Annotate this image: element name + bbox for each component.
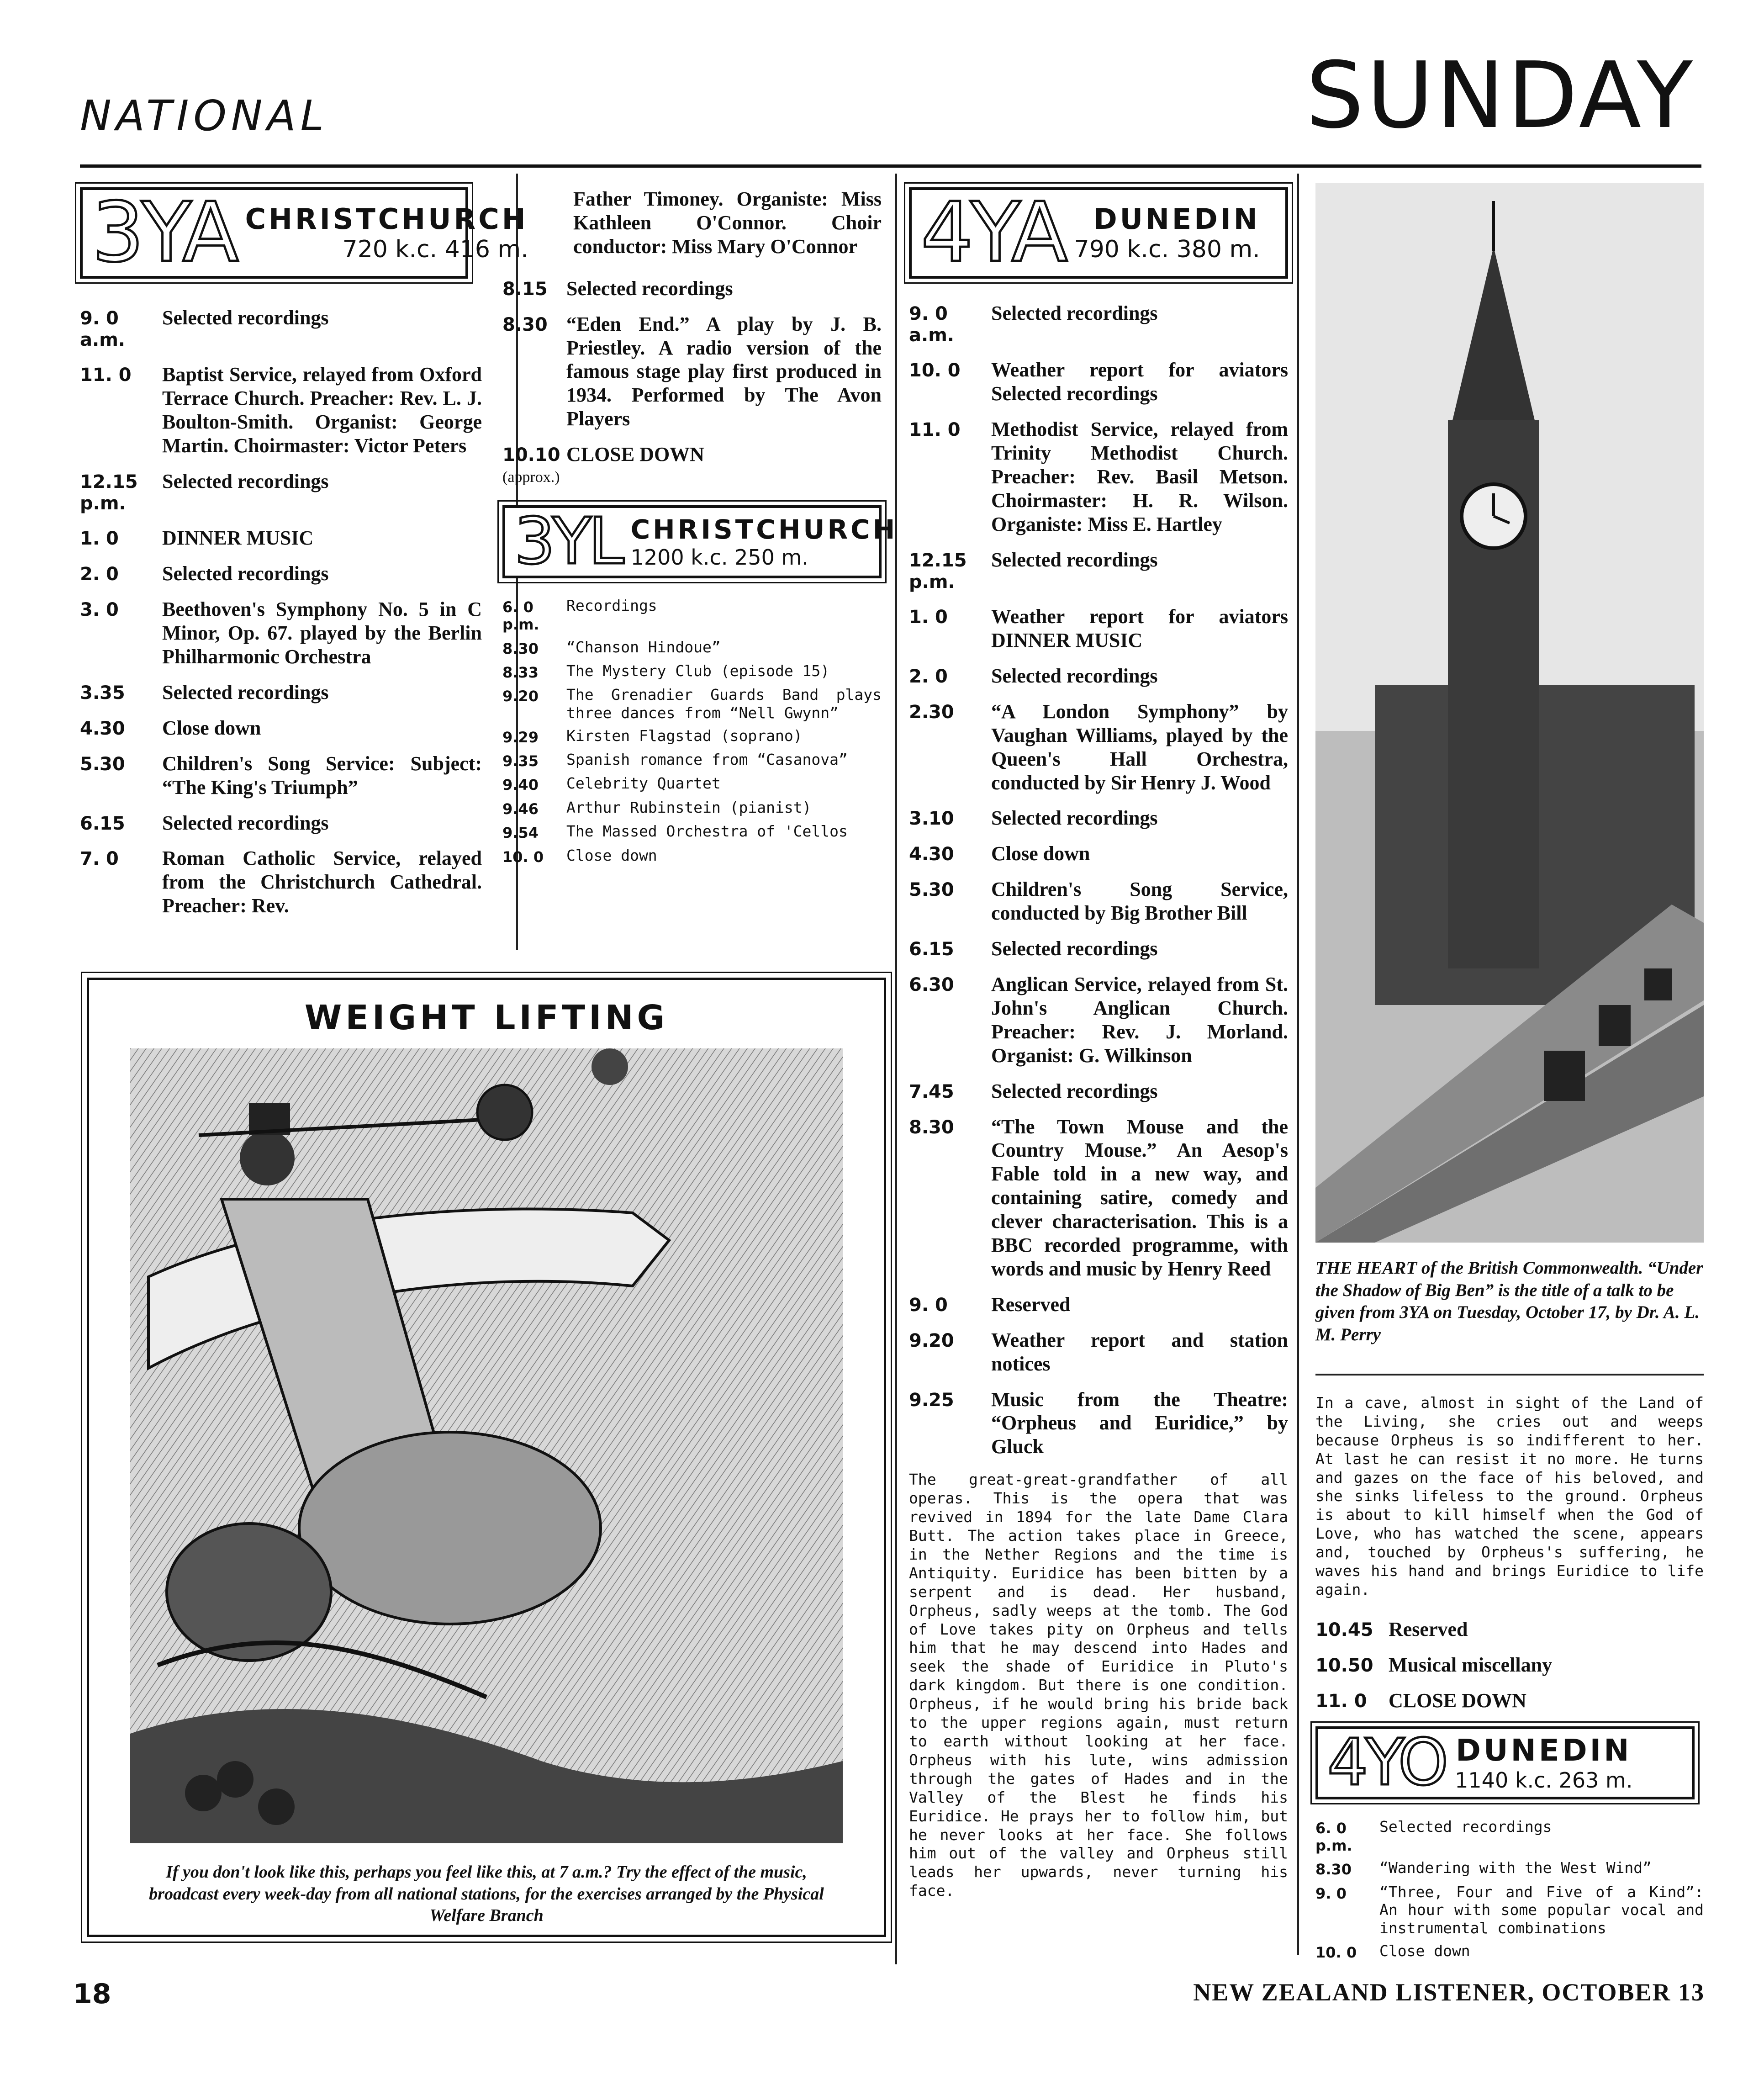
programme-title: “Three, Four and Five of a Kind”: An hour with some popular vocal and instrumental combinations	[1379, 1883, 1704, 1937]
programme-entry	[1315, 1618, 1704, 1641]
weight-lifting-title: WEIGHT LIFTING	[304, 998, 669, 1037]
programme-time: 10.50	[1315, 1655, 1373, 1676]
programme-title: Reserved	[1389, 1618, 1468, 1640]
programme-time: 6.15	[909, 939, 954, 960]
programme-time: 10. 0	[502, 848, 544, 866]
programme-time: 9. 0	[1315, 1884, 1347, 1902]
station-frequency: 720 k.c. 416 m.	[342, 235, 528, 263]
programme-time: 3. 0	[80, 599, 119, 621]
programme-time: 10. 0	[909, 360, 961, 381]
programme-entry	[909, 806, 1288, 830]
programme-time: 10.10	[502, 444, 560, 466]
programme-entry	[1315, 1653, 1704, 1677]
publication-line: NEW ZEALAND LISTENER, OCTOBER 13	[1193, 1979, 1705, 2006]
programme-entry	[909, 1388, 1288, 1459]
programme-time: 2.30	[909, 701, 954, 723]
programme-title: The Mystery Club (episode 15)	[566, 662, 830, 680]
programme-title: Selected recordings	[991, 1079, 1158, 1102]
programme-time: 8.30	[909, 1116, 954, 1138]
programme-time: 9.29	[502, 728, 539, 746]
programme-entry	[909, 664, 1288, 688]
programme-title: Music from the Theatre: “Orpheus and Euridice,” by Gluck	[991, 1388, 1288, 1458]
orpheus-note: The great-great-grandfather of all operas. This is the opera that was revived in 1894 for the late Dame Clara Butt. The action takes place in Greece, in the Nether Regions and the time is Antiquity. Euridice has been bitten by a serpent and is dead. Her husband, Orpheus, sadly weeps at the tomb. The God of Love takes pity on Orpheus and tells him that he may descend into Hades and seek the shade of Euridice in Pluto's dark kingdom. But there is one condition. Orpheus, if he would bring his bride back to the upper regions again, must return to earth without looking at her face. Orpheus with his lute, wins admission through the gates of Hades and in the Valley of the Blest he finds his Euridice. He prays her to follow him, but he never looks at her face. She follows him out of the valley and Orpheus still leads her upwards, never turning his face.	[909, 1471, 1288, 1900]
programme-title: Methodist Service, relayed from Trinity Methodist Church. Preacher: Rev. Basil Metson. Choirmaster: H. R. Wilson. Organiste: Miss E. Hartley	[991, 418, 1288, 535]
programme-entry	[80, 306, 482, 351]
programme-title: Spanish romance from “Casanova”	[566, 751, 848, 768]
programme-entry	[502, 686, 882, 722]
programme-entry	[80, 846, 482, 918]
programme-time: 8.30	[1315, 1861, 1352, 1878]
column-divider-3	[1297, 174, 1299, 1955]
programme-time: 6.15	[80, 813, 125, 834]
orpheus-note-continued: In a cave, almost in sight of the Land of the Living, she cries out and weeps because Orpheus is so indifferent to her. At last he can resist it no more. He turns and gazes on the face of his beloved, and she sinks lifeless to the ground. Orpheus is about to kill himself when the God of Love, who has watched the scene, appears and, touched by Orpheus's suffering, he waves his hand and brings Euridice to life again.	[1315, 1393, 1704, 1598]
programme-time: 8.33	[502, 664, 539, 682]
station-frequency: 790 k.c. 380 m.	[1074, 235, 1260, 263]
programme-time: 9.40	[502, 776, 539, 794]
programme-title: Selected recordings	[162, 811, 329, 834]
programme-time: 1. 0	[80, 528, 119, 550]
programme-title: “Chanson Hindoue”	[566, 638, 721, 656]
programme-entry	[909, 878, 1288, 925]
programme-entry	[502, 638, 882, 657]
photo-caption: THE HEART of the British Commonwealth. “Under the Shadow of Big Ben” is the title of a talk to be given from 3YA on Tuesday, October 17, by Dr. A. L. M. Perry	[1315, 1258, 1703, 1345]
programme-entry	[80, 716, 482, 740]
weight-lifting-caption: If you don't look like this, perhaps you feel like this, at 7 a.m.? Try the effect of the music, broadcast every week-day from all national stations, for the exercises arranged by the Physical Welfare Branch	[149, 1862, 824, 1925]
column-2	[502, 187, 898, 870]
programme-entry	[909, 302, 1288, 346]
programme-time: 9. 0 a.m.	[80, 308, 126, 351]
programme-title: Selected recordings	[566, 277, 733, 300]
programme-title: Selected recordings	[162, 562, 329, 585]
programme-entry	[909, 548, 1288, 593]
programme-entry	[909, 937, 1288, 961]
programme-title: Weather report and station notices	[991, 1328, 1288, 1375]
station-city: CHRISTCHURCH	[630, 513, 898, 545]
programme-title: Selected recordings	[991, 302, 1158, 324]
programme-entry	[502, 443, 882, 466]
programme-entry	[909, 605, 1288, 652]
station-box-3yl	[502, 504, 898, 579]
programme-time: 12.15 p.m.	[909, 550, 967, 593]
station-box-4ya	[909, 187, 1288, 279]
programme-entry	[80, 752, 482, 799]
programme-title: Recordings	[566, 596, 657, 614]
programme-time: 8.30	[502, 314, 548, 335]
weight-lifting-panel	[87, 978, 886, 1937]
programme-time: 2. 0	[909, 666, 948, 687]
programme-entry	[909, 842, 1288, 866]
programme-entry	[80, 598, 482, 669]
programme-entry	[80, 526, 482, 550]
programme-time: 11. 0	[1315, 1690, 1367, 1712]
programme-title: “A London Symphony” by Vaughan Williams, played by the Queen's Hall Orchestra, conducted by Sir Henry J. Wood	[991, 700, 1288, 794]
programme-title: Musical miscellany	[1389, 1653, 1553, 1676]
programme-title: Selected recordings	[991, 548, 1158, 571]
column-divider-2	[895, 174, 897, 1964]
programme-time: 10.45	[1315, 1619, 1373, 1640]
station-frequency: 1140 k.c. 263 m.	[1455, 1768, 1633, 1793]
programme-time: 10. 0	[1315, 1943, 1357, 1961]
programme-entry	[502, 846, 882, 866]
programme-time: 5.30	[80, 753, 125, 775]
programme-entry	[1315, 1859, 1704, 1878]
programme-title: Close down	[162, 716, 261, 739]
programme-title: Selected recordings	[162, 681, 329, 704]
programme-list	[1315, 1618, 1704, 1713]
programme-title: Close down	[566, 846, 657, 864]
programme-title: Children's Song Service, conducted by Big Brother Bill	[991, 878, 1288, 925]
station-frequency: 1200 k.c. 250 m.	[630, 545, 808, 570]
programme-entry	[1315, 1689, 1704, 1713]
big-ben-photo	[1315, 183, 1704, 1243]
programme-time: 12.15 p.m.	[80, 471, 138, 514]
programme-entry	[909, 1293, 1288, 1317]
station-box-4yo	[1315, 1726, 1695, 1799]
programme-title: CLOSE DOWN	[566, 443, 704, 466]
programme-entry	[502, 597, 882, 634]
programme-time: 9. 0 a.m.	[909, 303, 955, 346]
programme-title: Beethoven's Symphony No. 5 in C Minor, Op. 67. played by the Berlin Philharmonic Orchestra	[162, 598, 482, 668]
programme-entry	[909, 358, 1288, 406]
programme-entry	[502, 727, 882, 746]
programme-entry	[1315, 1883, 1704, 1937]
programme-entry	[502, 312, 882, 431]
programme-title: Selected recordings	[1379, 1817, 1552, 1836]
programme-entry	[502, 277, 882, 301]
programme-list	[909, 302, 1288, 1459]
programme-time: 9.25	[909, 1389, 954, 1411]
programme-entry	[909, 1328, 1288, 1376]
programme-title: Roman Catholic Service, relayed from the Christchurch Cathedral. Preacher: Rev.	[162, 847, 482, 917]
programme-time: 6. 0 p.m.	[1315, 1819, 1352, 1854]
programme-title: Reserved	[991, 1293, 1071, 1316]
column-4ya	[909, 187, 1288, 1900]
programme-entry	[1315, 1942, 1704, 1961]
programme-title: “Eden End.” A play by J. B. Priestley. A radio version of the famous stage play first produced in 1934. Performed by The Avon Players	[566, 312, 882, 430]
programme-time: 9.35	[502, 752, 539, 770]
programme-entry	[502, 662, 882, 681]
programme-title: Children's Song Service: Subject: “The King's Triumph”	[162, 752, 482, 799]
programme-title: The Grenadier Guards Band plays three dances from “Nell Gwynn”	[566, 686, 882, 722]
programme-time: 9. 0	[909, 1294, 948, 1316]
weight-lifting-illustration	[130, 1048, 843, 1843]
programme-time: 11. 0	[909, 419, 961, 441]
programme-time: 8.30	[502, 640, 539, 657]
programme-entry	[909, 1115, 1288, 1281]
programme-entry	[1315, 1818, 1704, 1855]
approx-note: (approx.)	[502, 469, 560, 486]
programme-time: 6. 0 p.m.	[502, 598, 539, 634]
programme-time: 8.15	[502, 278, 548, 300]
programme-time: 9.54	[502, 824, 539, 842]
programme-title: Weather report for aviators Selected recordings	[991, 359, 1288, 405]
top-rule	[80, 164, 1701, 168]
programme-entry	[909, 700, 1288, 795]
station-call: 3YA	[92, 185, 236, 280]
programme-title: Arthur Rubinstein (pianist)	[566, 798, 812, 816]
programme-entry	[502, 799, 882, 818]
programme-title: Anglican Service, relayed from St. John's Anglican Church. Preacher: Rev. J. Morland. Organist: G. Wilkinson	[991, 973, 1288, 1067]
programme-title: Kirsten Flagstad (soprano)	[566, 726, 803, 745]
programme-title: DINNER MUSIC	[162, 527, 314, 550]
programme-title: Celebrity Quartet	[566, 774, 721, 793]
station-call: 4YO	[1327, 1725, 1446, 1800]
programme-title: CLOSE DOWN	[1389, 1689, 1526, 1712]
day-title: SUNDAY	[1306, 42, 1695, 149]
programme-time: 4.30	[80, 718, 125, 739]
programme-entry	[909, 973, 1288, 1068]
programme-list	[502, 277, 882, 466]
programme-time: 4.30	[909, 844, 954, 865]
station-call: 4YA	[921, 185, 1065, 280]
programme-time: 9.20	[909, 1330, 954, 1351]
section-title: NATIONAL	[80, 91, 328, 140]
programme-title: Close down	[991, 842, 1090, 865]
programme-entry	[502, 822, 882, 841]
programme-title: Close down	[1379, 1942, 1470, 1960]
programme-entry	[80, 681, 482, 704]
programme-entry	[502, 774, 882, 794]
programme-title: Baptist Service, relayed from Oxford Terrace Church. Preacher: Rev. L. J. Boulton-Smith. Organist: George Martin. Choirmaster: Victor Peters	[162, 363, 482, 457]
programme-title: Weather report for aviators DINNER MUSIC	[991, 605, 1288, 651]
programme-title: The Massed Orchestra of 'Cellos	[566, 822, 848, 841]
programme-time: 9.46	[502, 800, 539, 818]
programme-time: 9.20	[502, 688, 539, 705]
programme-time: 1. 0	[909, 607, 948, 628]
programme-time: 6.30	[909, 974, 954, 995]
page-number: 18	[73, 1978, 111, 2010]
column-4	[1315, 183, 1704, 1966]
programme-time: 7. 0	[80, 848, 119, 870]
programme-time: 7.45	[909, 1081, 954, 1102]
programme-entry	[909, 1079, 1288, 1103]
programme-title: Selected recordings	[991, 664, 1158, 687]
programme-title: Selected recordings	[162, 307, 329, 329]
programme-title: “The Town Mouse and the Country Mouse.” An Aesop's Fable told in a new way, and containing satire, comedy and clever characterisation. This is a BBC recorded programme, with words and music by Henry Reed	[991, 1115, 1288, 1280]
programme-time: 3.35	[80, 682, 125, 704]
programme-entry	[80, 562, 482, 586]
station-city: DUNEDIN	[1456, 1732, 1632, 1768]
programme-time: 11. 0	[80, 365, 132, 386]
programme-time: 2. 0	[80, 564, 119, 585]
programme-entry	[80, 363, 482, 458]
programme-time: 5.30	[909, 879, 954, 901]
programme-entry	[909, 418, 1288, 536]
programme-title: Selected recordings	[991, 807, 1158, 830]
programme-entry	[80, 470, 482, 514]
programme-entry	[502, 751, 882, 770]
section-rule	[1315, 1374, 1704, 1376]
programme-list-4yo	[1315, 1818, 1704, 1961]
programme-title: “Wandering with the West Wind”	[1379, 1859, 1652, 1877]
station-city: DUNEDIN	[1093, 202, 1260, 236]
programme-title: Selected recordings	[991, 937, 1158, 960]
programme-list-3yl	[502, 597, 882, 866]
programme-list	[80, 306, 482, 918]
programme-entry	[80, 811, 482, 835]
programme-title: Selected recordings	[162, 470, 329, 492]
station-box-3ya	[80, 185, 528, 280]
station-call: 3YL	[514, 504, 622, 579]
programme-time: 3.10	[909, 808, 954, 830]
station-city: CHRISTCHURCH	[245, 202, 528, 236]
continuation-text: Father Timoney. Organiste: Miss Kathleen O'Connor. Choir conductor: Miss Mary O'Connor	[573, 188, 882, 258]
